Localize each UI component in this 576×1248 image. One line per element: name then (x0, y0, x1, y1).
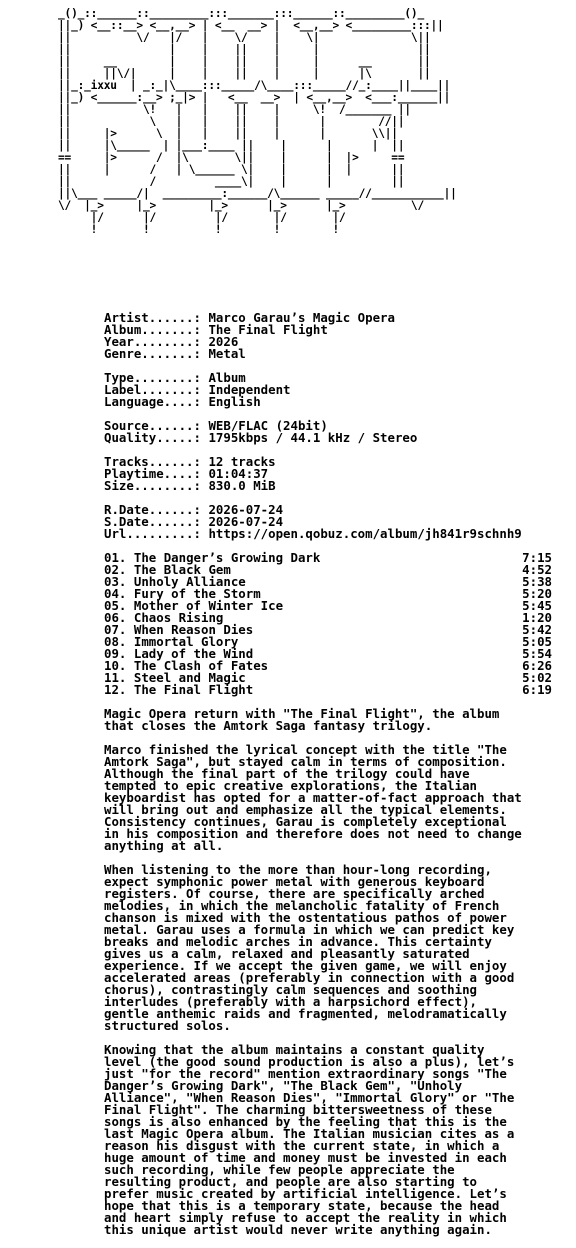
track-duration: 5:42 (522, 622, 552, 637)
track-number: 08. (104, 634, 127, 649)
track-title: Fury of the Storm (133, 586, 261, 601)
info-label: R.Date......: (104, 502, 201, 517)
track-number: 10. (104, 658, 127, 673)
track-duration: 4:52 (522, 562, 552, 577)
info-value: Album (208, 370, 246, 385)
track-number: 03. (104, 574, 127, 589)
track-duration: 7:15 (522, 550, 552, 565)
track-duration: 1:20 (522, 610, 552, 625)
info-row-url (104, 528, 564, 540)
track-number: 04. (104, 586, 127, 601)
info-label: Type........: (104, 370, 201, 385)
track-number: 07. (104, 622, 127, 637)
info-row-quality (104, 432, 564, 444)
track-number: 01. (104, 550, 127, 565)
info-label: Label.......: (104, 382, 201, 397)
info-value: 01:04:37 (208, 466, 269, 481)
track-number: 09. (104, 646, 127, 661)
info-row-language (104, 396, 564, 408)
track-number: 11. (104, 670, 127, 685)
track-title: Chaos Rising (133, 610, 224, 625)
track-duration: 5:45 (522, 598, 552, 613)
track-title: Unholy Alliance (133, 574, 246, 589)
album-url-link[interactable]: https://open.qobuz.com/album/jh841r9schnh9 (208, 526, 522, 541)
description-paragraph: Magic Opera return with "The Final Flight", the album that closes the Amtork Saga fantasy trilogy. (104, 706, 500, 733)
info-label: S.Date......: (104, 514, 201, 529)
tracklist (104, 552, 564, 696)
track-title: The Clash of Fates (133, 658, 269, 673)
info-label: Size........: (104, 478, 201, 493)
description-paragraph: Knowing that the album maintains a constant quality level (the good sound production is also a plus), let’s just "for the record" mention extraordinary songs "The Danger’s Growing Dark", "The Black Gem", "Unholy Alliance", "When Reason Dies", "Immortal Glory" or "The Final Flight". The charming bittersweetness of these songs is also enhanced by the feeling that this is the last Magic Opera album. The Italian musician cites as a reason his disgust with the current state, in which a huge amount of time and money must be invested in each such recording, while few people appreciate the resulting product, and people are also starting to prefer music created by artificial intelligence. Let’s hope that this is a temporary state, because the head and heart simply refuse to accept the reality in which this unique artist would never write anything again. (104, 1042, 515, 1237)
info-label: Quality.....: (104, 430, 201, 445)
info-label: Language....: (104, 394, 201, 409)
info-label: Album.......: (104, 322, 201, 337)
track-number: 02. (104, 562, 127, 577)
info-value: WEB/FLAC (24bit) (208, 418, 328, 433)
info-value: English (208, 394, 261, 409)
info-value: Independent (208, 382, 291, 397)
info-value: 2026-07-24 (208, 514, 284, 529)
release-info (104, 312, 564, 1236)
info-value: 830.0 MiB (208, 478, 276, 493)
track-number: 06. (104, 610, 127, 625)
info-label: Year........: (104, 334, 201, 349)
track-title: Mother of Winter Ice (133, 598, 284, 613)
track-number: 12. (104, 682, 127, 697)
info-label: Artist......: (104, 310, 201, 325)
info-value: 1795kbps / 44.1 kHz / Stereo (208, 430, 418, 445)
track-title: The Danger’s Growing Dark (133, 550, 321, 565)
info-value: Marco Garau’s Magic Opera (208, 310, 395, 325)
track-duration: 5:54 (522, 646, 552, 661)
track-duration: 6:19 (522, 682, 552, 697)
info-row-size (104, 480, 564, 492)
track-number: 05. (104, 598, 127, 613)
track-title: Lady of the Wind (133, 646, 254, 661)
info-label: Url.........: (104, 526, 201, 541)
description-paragraph: Marco finished the lyrical concept with the title "The Amtork Saga", but stayed calm in terms of composition. Although the final part of the trilogy could have tempted to epic creative explorations, the Italian keyboardist has opted for a matter-of-fact approach that will bring out and emphasize all the typical elements. Consistency continues, Garau is completely exceptional in his composition and therefore does not need to change anything at all. (104, 742, 522, 853)
track-duration: 5:20 (522, 586, 552, 601)
info-value: 2026-07-24 (208, 502, 284, 517)
info-label: Playtime....: (104, 466, 201, 481)
info-value: The Final Flight (208, 322, 328, 337)
track-duration: 5:38 (522, 574, 552, 589)
info-value: Metal (208, 346, 246, 361)
track-duration: 6:26 (522, 658, 552, 673)
info-label: Source......: (104, 418, 201, 433)
track-title: The Black Gem (133, 562, 231, 577)
track-title: When Reason Dies (133, 622, 254, 637)
ascii-art-logo: _()_::______::_________:::_______:::______::_________()_ ||_) <__::__> <__,__> | <__ __> | <__,__> <_________:::|| || \/ |/ | \/ | \| \|| || | | || | | || || __ | | || | | __ || || ||\/| | | || | | |\ || ||_:_ixxu | _:_|\____:::_____/\____:::_____//_:____||____|| ||_) <______:__> ;_|> | <__ __> | <__,__> <___:______|| || \! | | || | \! /_______ || || \ | | || | | //|| || |> \ | | || | | \\|| || |\_____ | |___:____ || | | | || == |> / |\ \|| | | |> == || | / | \______ \| | | | || || / ____\| | | || ||\___ _____/| _________:______/\______ _____//___________|| \/ |_> |_> |_> |_> |_> \/ |/ |/ |/ |/ |/ ! ! ! ! ! (58, 7, 457, 236)
info-value: 2026 (208, 334, 239, 349)
track-duration: 5:05 (522, 634, 552, 649)
info-row-genre (104, 348, 564, 360)
track-duration: 5:02 (522, 670, 552, 685)
track-title: The Final Flight (133, 682, 254, 697)
info-value: 12 tracks (208, 454, 276, 469)
description-paragraph: When listening to the more than hour-long recording, expect symphonic power metal with generous keyboard registers. Of course, there are specifically arched melodies, in which the melancholic fatality of French chanson is mixed with the ostentatious pathos of power metal. Garau uses a formula in which we can predict key breaks and melodic arches in advance. This certainty gives us a calm, relaxed and pleasantly saturated experience. If we accept the given game, we will enjoy accelerated areas (preferably in connection with a good chorus), contrastingly calm sequences and soothing interludes (preferably with a harpsichord effect), gentle anthemic raids and fragmented, melodramatically structured solos. (104, 862, 515, 1033)
track-title: Steel and Magic (133, 670, 246, 685)
track-row (104, 684, 552, 696)
info-label: Genre.......: (104, 346, 201, 361)
info-label: Tracks......: (104, 454, 201, 469)
track-title: Immortal Glory (133, 634, 239, 649)
